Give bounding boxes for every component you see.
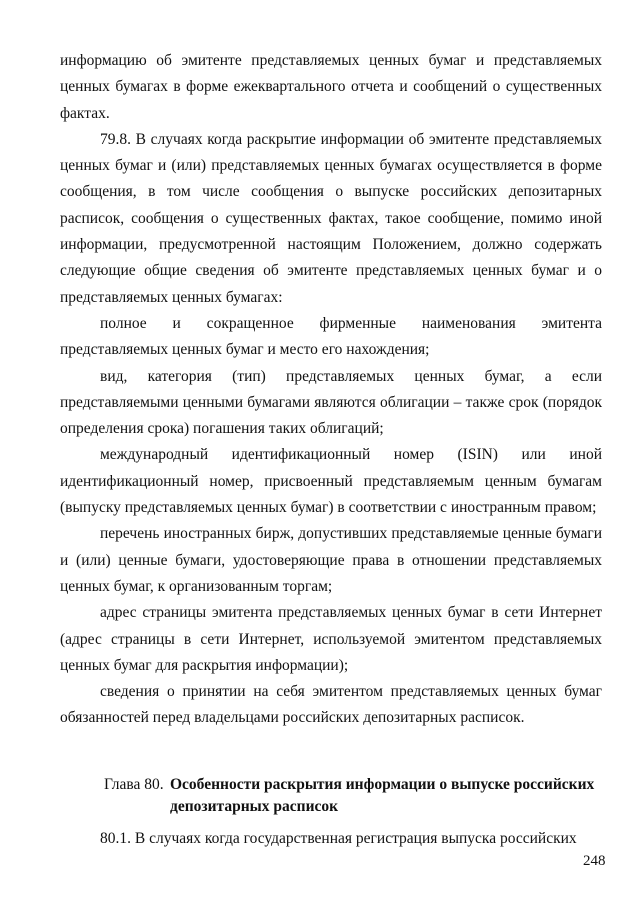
chapter-heading	[104, 774, 604, 818]
paragraph-79-8: 79.8. В случаях когда раскрытие информации об эмитенте представляемых ценных бумаг и (или) представляемых ценных бумагах осуществляется в форме сообщения, в том числе сообщения о выпуске российских депозитарных расписок, сообщения о существенных фактах, такое сообщение, помимо иной информации, предусмотренной настоящим Положением, должно содержать следующие общие сведения об эмитенте представляемых ценных бумаг и о представляемых ценных бумагах:	[60, 130, 602, 306]
page-number: 248	[583, 853, 606, 869]
chapter-label: Глава 80.	[104, 776, 164, 793]
list-item-obligations: сведения о принятии на себя эмитентом представляемых ценных бумаг обязанностей перед владельцами российских депозитарных расписок.	[60, 683, 602, 727]
body-text	[60, 48, 602, 732]
chapter-title: Особенности раскрытия информации о выпуске российских депозитарных расписок	[170, 776, 595, 815]
paragraph-80-1: 80.1. В случаях когда государственная регистрация выпуска российских	[100, 830, 577, 847]
list-item-names: полное и сокращенное фирменные наименования эмитента представляемых ценных бумаг и место его нахождения;	[60, 314, 602, 359]
list-item-isin: международный идентификационный номер (ISIN) или иной идентификационный номер, присвоенный представляемым ценным бумагам (выпуску представляемых ценных бумаг) в соответствии с иностранным правом;	[60, 446, 602, 517]
list-item-web-address: адрес страницы эмитента представляемых ценных бумаг в сети Интернет (адрес страницы в сети Интернет, используемой эмитентом представляемых ценных бумаг для раскрытия информации);	[60, 604, 602, 674]
list-item-exchanges: перечень иностранных бирж, допустивших представляемые ценные бумаги и (или) ценные бумаги, удостоверяющие права в отношении представляемых ценных бумаг, к организованным торгам;	[60, 525, 602, 595]
list-item-type: вид, категория (тип) представляемых ценных бумаг, а если представляемыми ценными бумагами являются облигации – также срок (порядок определения срока) погашения таких облигаций;	[60, 367, 602, 438]
paragraph-continuation: информацию об эмитенте представляемых ценных бумаг и представляемых ценных бумагах в форме ежеквартального отчета и сообщений о существенных фактах.	[60, 52, 602, 122]
